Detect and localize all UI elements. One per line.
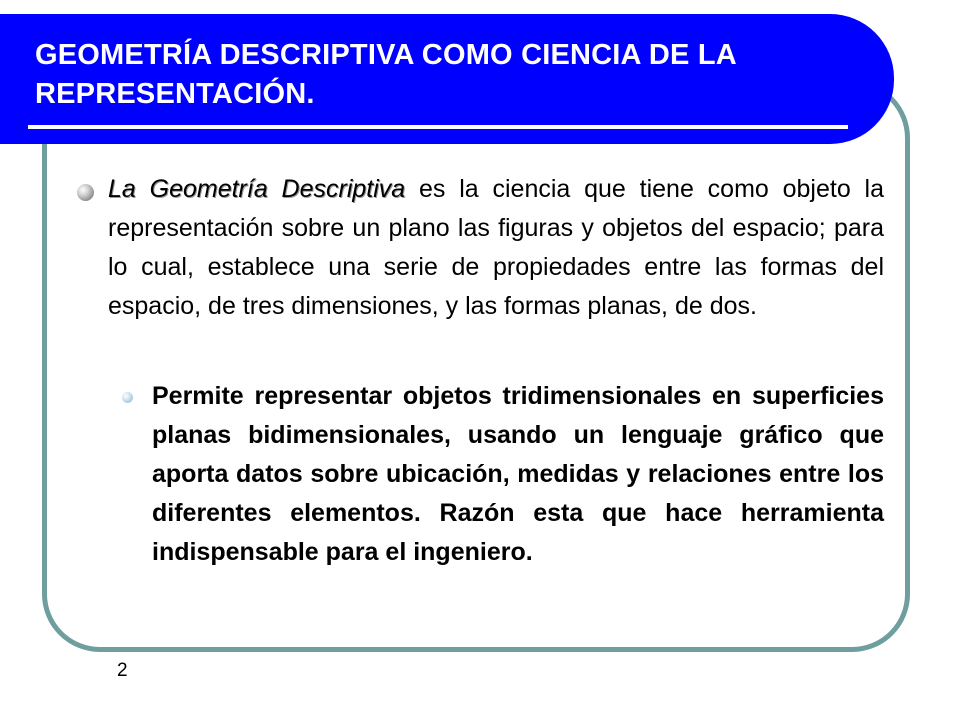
- bullet-level1-text: es la ciencia que tiene como objeto la representación sobre un plano las figuras y objetos del espacio; para lo cual, establece una serie de propiedades entre las formas del espacio, de tres dimensiones, y las formas planas, de dos.: [108, 175, 884, 320]
- slide-title: GEOMETRÍA DESCRIPTIVA COMO CIENCIA DE LA REPRESENTACIÓN.: [35, 39, 736, 110]
- page-number: 2: [117, 660, 128, 681]
- title-bar: [0, 14, 894, 144]
- bullet-level1-icon: [77, 184, 94, 201]
- bullet-level1: [108, 170, 884, 326]
- title-underline: [28, 125, 848, 129]
- bullet-level1-lead: La Geometría Descriptiva: [108, 175, 406, 203]
- bullet-level2-icon: [122, 392, 133, 403]
- bullet-level2: Permite representar objetos tridimensionales en superficies planas bidimensionales, usando un lenguaje gráfico que aporta datos sobre ubicación, medidas y relaciones entre los diferentes elementos. Razón esta que hace herramienta indispensable para el ingeniero.: [152, 382, 884, 566]
